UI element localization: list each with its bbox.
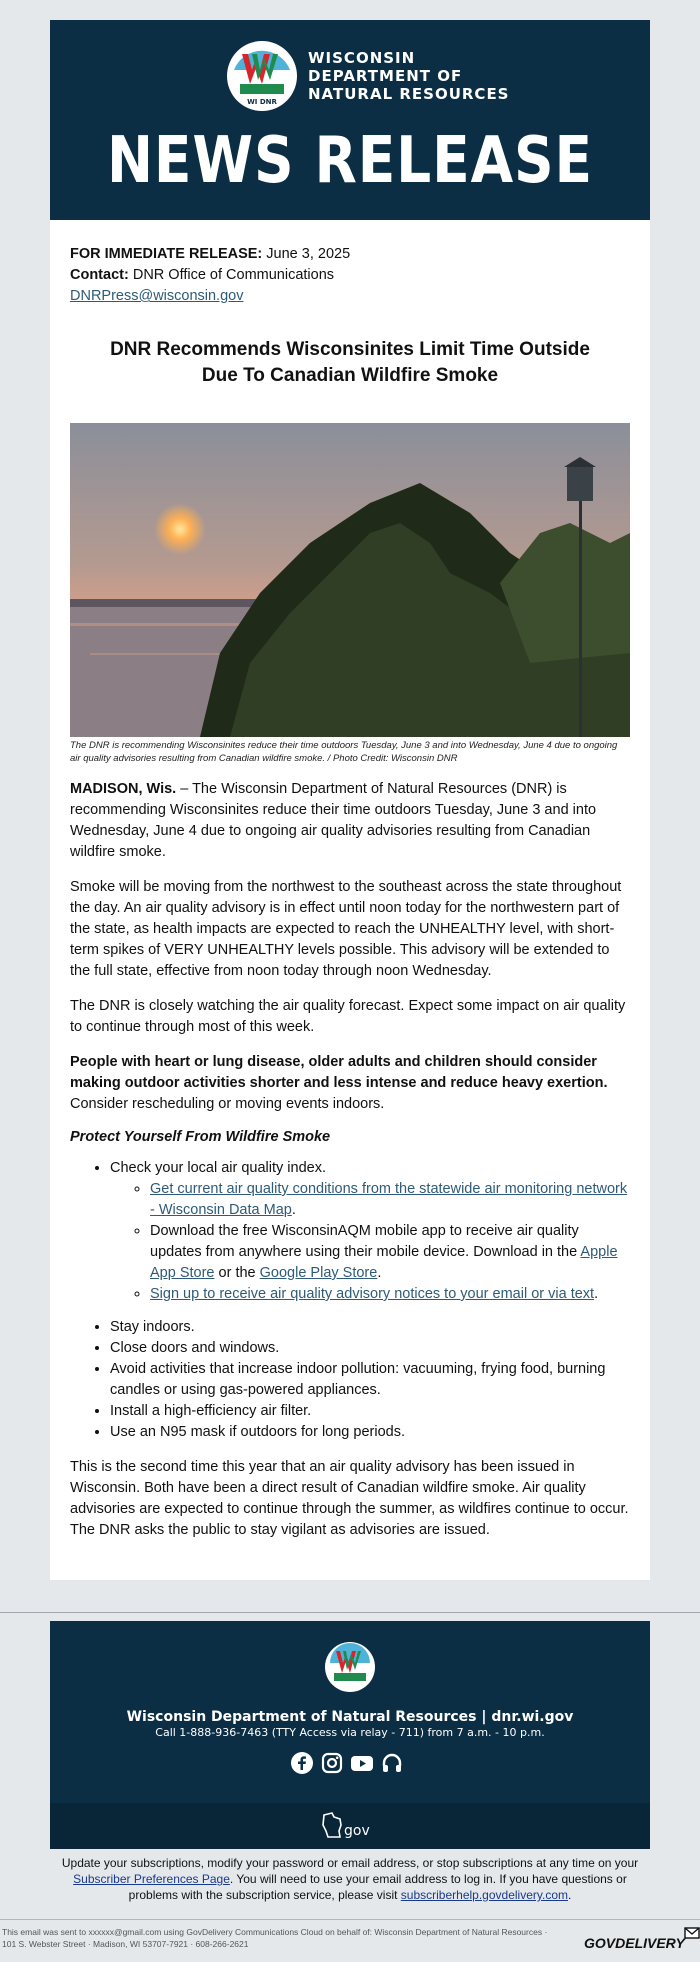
email-card: [50, 20, 650, 1580]
social-links: [290, 1751, 404, 1775]
sunset-photo: [70, 423, 630, 737]
app-text: Download the free WisconsinAQM mobile app to receive air quality updates from anywhere using their mobile device. Download in the: [150, 1223, 581, 1260]
youtube-icon[interactable]: [350, 1751, 374, 1775]
facebook-icon[interactable]: [290, 1751, 314, 1775]
paragraph-intro: [70, 779, 630, 863]
list-item-text: Check your local air quality index.: [110, 1160, 326, 1176]
subscriber-preferences-link[interactable]: Subscriber Preferences Page: [73, 1872, 230, 1886]
headline: DNR Recommends Wisconsinites Limit Time Outside Due To Canadian Wildfire Smoke: [110, 339, 590, 386]
release-label: FOR IMMEDIATE RELEASE:: [70, 246, 263, 262]
svg-text:WI DNR: WI DNR: [247, 98, 277, 106]
news-header: [50, 20, 650, 220]
podcast-icon[interactable]: [380, 1751, 404, 1775]
subscription-text: . You will need to use your email address to log in. If you have questions or problems with the subscription service, please visit: [128, 1872, 627, 1902]
app-text-mid: or the: [214, 1265, 260, 1281]
data-map-link[interactable]: Get current air quality conditions from the statewide air monitoring network - Wisconsin Data Map: [150, 1181, 628, 1218]
contact-line: [70, 265, 630, 286]
protection-list: [110, 1158, 630, 1443]
list-item: • Install a high-efficiency air filter.: [110, 1401, 630, 1422]
health-advice: Consider rescheduling or moving events indoors.: [70, 1096, 385, 1112]
list-item: • Avoid activities that increase indoor pollution: vacuuming, frying food, burning candles or using gas-powered appliances.: [110, 1359, 630, 1401]
paragraph-smoke: Smoke will be moving from the northwest to the southeast across the state throughout the day. An air quality advisory is in effect until noon today for the northwestern part of the state, as health impacts are expected to reach the UNHEALTHY level, with short-term spikes of VERY UNHEALTHY levels possible. This advisory will be extended to the full state, effective from noon today through noon Wednesday.: [70, 879, 622, 979]
dnr-logo-icon: [226, 40, 298, 112]
footer-phone: Call 1-888-936-7463 (TTY Access via relay - 711) from 7 a.m. - 10 p.m.: [155, 1726, 545, 1739]
list-item-punct: .: [377, 1265, 382, 1281]
agency-name: [308, 49, 510, 103]
footer-title: Wisconsin Department of Natural Resources | dnr.wi.gov: [126, 1709, 574, 1725]
release-content: [50, 220, 650, 1541]
instagram-icon[interactable]: [320, 1751, 344, 1775]
intro-text: – The Wisconsin Department of Natural Resources (DNR) is recommending Wisconsinites reduce their time outdoors Tuesday, June 3 and into Wednesday, June 4 due to ongoing air quality advisories resulting from Canadian wildfire smoke.: [70, 781, 597, 860]
protect-subhead: Protect Yourself From Wildfire Smoke: [70, 1129, 331, 1145]
release-date-line: [70, 244, 630, 265]
health-warning: People with heart or lung disease, older adults and children should consider making outdoor activities shorter and less intense and reduce heavy exertion.: [70, 1054, 608, 1091]
subscription-text: Update your subscriptions, modify your password or email address, or stop subscriptions at any time on your: [61, 1856, 639, 1870]
legal-text: This email was sent to xxxxxx@gmail.com using GovDelivery Communications Cloud on behalf of: Wisconsin Department of Natural Resources · 101 S. Webster Street · Madison, WI 53707-7921 · 608-266-2621: [2, 1927, 548, 1949]
list-item: [150, 1221, 630, 1284]
svg-text:gov: gov: [344, 1823, 370, 1839]
list-item: • Close doors and windows.: [110, 1338, 630, 1359]
list-item: • Use an N95 mask if outdoors for long periods.: [110, 1422, 630, 1443]
apple-app-store-link[interactable]: Apple App Store: [150, 1244, 618, 1281]
news-release-banner: NEWS RELEASE: [107, 124, 593, 198]
agency-line: WISCONSIN: [308, 49, 416, 67]
paragraph-health: [70, 1052, 630, 1115]
list-item: • Stay indoors.: [110, 1317, 630, 1338]
envelope-icon: [684, 1927, 700, 1939]
agency-line: NATURAL RESOURCES: [308, 85, 510, 103]
legal-divider: [0, 1919, 700, 1920]
dateline: MADISON, Wis.: [70, 781, 177, 797]
press-email-link[interactable]: DNRPress@wisconsin.gov: [70, 288, 244, 304]
release-date: June 3, 2025: [262, 246, 351, 262]
press-email-line: [70, 286, 630, 307]
list-item: [150, 1179, 630, 1221]
agency-footer: [50, 1621, 650, 1811]
agency-line: DEPARTMENT OF: [308, 67, 463, 85]
google-play-store-link[interactable]: Google Play Store: [259, 1265, 378, 1281]
resources-sublist: [150, 1179, 630, 1305]
list-item: [110, 1158, 630, 1305]
contact-value: DNR Office of Communications: [128, 267, 335, 283]
photo-caption: The DNR is recommending Wisconsinites reduce their time outdoors Tuesday, June 3 and into Wednesday, June 4 due to ongoing air quality advisories resulting from Canadian wildfire smoke. / Photo Credit: Wisconsin DNR: [70, 740, 618, 764]
dnr-logo[interactable]: [226, 40, 510, 112]
govdelivery-text: GOVDELIVERY: [584, 1935, 685, 1951]
contact-label: Contact:: [70, 267, 129, 283]
footer-dnr-logo-icon[interactable]: [324, 1641, 376, 1693]
wisconsin-gov-icon[interactable]: [320, 1811, 380, 1841]
list-item-punct: .: [594, 1286, 599, 1302]
govdelivery-brand[interactable]: [584, 1935, 685, 1951]
section-divider: [0, 1612, 700, 1613]
list-item: [150, 1284, 630, 1305]
paragraph-forecast: The DNR is closely watching the air quality forecast. Expect some impact on air quality to continue through most of this week.: [70, 998, 626, 1035]
subscription-text: .: [567, 1888, 572, 1902]
list-item-punct: .: [291, 1202, 296, 1218]
gov-bar: [50, 1803, 650, 1849]
advisory-signup-link[interactable]: Sign up to receive air quality advisory notices to your email or via text: [150, 1286, 595, 1302]
paragraph-closing: This is the second time this year that an air quality advisory has been issued in Wisconsin. Both have been a direct result of Canadian wildfire smoke. Air quality advisories are expected to continue through the summer, as wildfires continue to occur. The DNR asks the public to stay vigilant as advisories are issued.: [70, 1459, 629, 1538]
subscription-notice: [50, 1855, 650, 1903]
subscriber-help-link[interactable]: subscriberhelp.govdelivery.com: [400, 1888, 568, 1902]
